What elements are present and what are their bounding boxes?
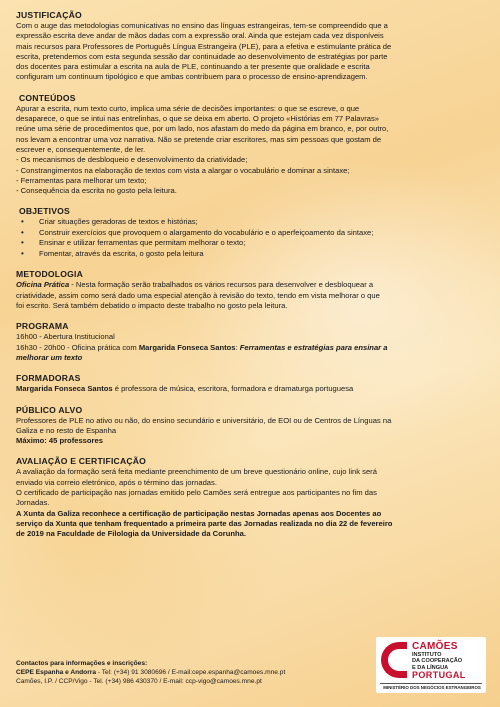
publico-line: Galiza e no resto de Espanha — [16, 425, 117, 435]
bullet: • — [21, 217, 24, 227]
bullet: • — [21, 248, 24, 258]
logo-divider — [380, 683, 482, 684]
justificacao-line: expressão escrita deve andar de mãos dadas com a expressão oral. Ainda que estejam cada vez disponíveis — [16, 31, 384, 41]
vigo-contact[interactable]: Camões, I.P. / CCP/Vigo - Tel. (+34) 986 430370 / E-mail: ccp-vigo@camoes.mne.pt — [16, 678, 262, 685]
conteudos-line: nos levam a encontrar uma voz narrativa. Não se pretende criar escritores, mas sim pessoas que gostam de — [16, 134, 382, 144]
section-programa: PROGRAMA 16h00 - Abertura Institucional 16h30 - 20h00 - Oficina prática com Margarida Fonseca Santos: Ferramentas e estratégias para ensinar a melhorar um texto — [16, 320, 486, 363]
conteudos-item: - Ferramentas para melhorar um texto; — [16, 175, 147, 185]
logo-ministry: MINISTÉRIO DOS NEGÓCIOS ESTRANGEIROS — [383, 685, 481, 690]
cepe-label: CEPE Espanha e Andorra — [16, 669, 97, 676]
section-avaliacao — [16, 455, 486, 539]
heading-programa: PROGRAMA — [16, 321, 69, 332]
conteudos-item: - Consequência da escrita no gosto pela leitura. — [16, 186, 177, 196]
justificacao-line: Com o auge das metodologias comunicativas no ensino das línguas estrangeiras, tem-se compreendido que a — [16, 21, 388, 30]
bullet: • — [21, 238, 24, 248]
camoes-c-mark-icon — [381, 642, 407, 678]
heading-conteudos: CONTEÚDOS — [19, 92, 76, 103]
objetivos-list — [16, 217, 486, 259]
heading-publico-alvo: PÚBLICO ALVO — [16, 404, 83, 415]
contacts-heading: Contactos para informações e inscrições: — [16, 660, 148, 667]
conteudos-line: desaparece, o que se intui nas entrelinhas, o que se deixa em aberto. O projeto «Histórias em 77 Palavras» — [16, 114, 380, 124]
avaliacao-line: O certificado de participação nas jornadas emitido pelo Camões será entregue aos participantes no fim das — [16, 488, 377, 498]
xunta-note: serviço da Xunta que tenham frequentado a primeira parte das Jornadas realizada no dia 22 de fevereiro — [16, 518, 393, 528]
justificacao-line: escrita, pretendemos com esta segunda sessão dar continuidade ao desenvolvimento de estratégias por parte — [16, 51, 388, 61]
trainer-name: Margarida Fonseca Santos — [16, 384, 113, 394]
heading-objetivos: OBJETIVOS — [19, 206, 70, 217]
xunta-note: A Xunta da Galiza reconhece a certificação de participação nestas Jornadas apenas aos Docentes ao — [16, 508, 382, 518]
list-item: • Ensinar e utilizar ferramentas que permitam melhorar o texto; — [21, 238, 246, 248]
xunta-note: de 2019 na Faculdade de Filologia da Universidade da Corunha. — [16, 529, 246, 539]
logo-subtitle: INSTITUTO DA COOPERAÇÃO — [412, 652, 463, 665]
cepe-contact[interactable]: - Tel: (+34) 91 3080696 / E-mail:cepe.espanha@camoes.mne.pt — [96, 669, 286, 676]
bullet: • — [21, 227, 24, 237]
list-item: • Fomentar, através da escrita, o gosto pela leitura — [21, 248, 204, 258]
trainer-name: Margarida Fonseca Santos — [138, 342, 236, 352]
justificacao-line: configuram um continuum tipológico e que ambas contribuem para o processo de ensino-aprendizagem. — [16, 72, 368, 82]
workshop-title: melhorar um texto — [16, 352, 83, 362]
avaliacao-line: Jornadas. — [16, 498, 50, 508]
contacts-footer — [16, 659, 356, 686]
section-conteudos — [16, 92, 486, 197]
camoes-logo — [376, 637, 486, 693]
conteudos-item: - Os mecanismos de desbloqueio e desenvolvimento da criatividade; — [16, 155, 248, 165]
conteudos-line: reúne uma série de procedimentos que, por um lado, nos afastam do medo da página em branco, e, por outro, — [16, 124, 389, 134]
list-item: • Construir exercícios que provoquem o alargamento do vocabulário e o aperfeiçoamento da sintaxe; — [21, 227, 374, 237]
list-item: • Criar situações geradoras de textos e histórias; — [21, 217, 198, 227]
section-formadoras: FORMADORAS Margarida Fonseca Santos é professora de música, escritora, formadora e dramaturga portuguesa — [16, 372, 486, 394]
oficina-label: Oficina Prática — [16, 280, 70, 290]
justificacao-line: dos docentes para estimular a escrita na aula de PLE, continuando a ter presente que oralidade e escrita — [16, 62, 370, 72]
conteudos-line: Apurar a escrita, num texto curto, implica uma série de decisões importantes: o que se escreve, o que — [16, 103, 360, 113]
conteudos-item: - Constrangimentos na elaboração de textos com vista a alargar o vocabulário e dominar a sintaxe; — [16, 165, 350, 175]
section-objetivos — [16, 205, 486, 259]
workshop-title: Ferramentas e estratégias para ensinar a — [239, 342, 388, 352]
heading-metodologia: METODOLOGIA — [16, 269, 83, 280]
publico-line: Professores de PLE no ativo ou não, do ensino secundário e universitário, de EOI ou de Centros de Línguas na — [16, 415, 392, 425]
metodologia-line: criatividade, assim como será dado uma especial atenção à revisão do texto, tendo em vista melhorar o que — [16, 290, 380, 300]
avaliacao-line: A avaliação da formação será feita mediante preenchimento de um breve questionário online, cujo link será — [16, 467, 377, 477]
heading-justificacao: JUSTIFICAÇÃO — [16, 10, 82, 20]
conteudos-line: escrever e, consequentemente, de ler. — [16, 144, 146, 154]
logo-country: PORTUGAL — [412, 670, 466, 680]
section-metodologia: METODOLOGIA Oficina Prática - Nesta formação serão trabalhados os vários recursos para desenvolver e desbloquear a criatividade, assim como será dado uma especial atenção à revisão do texto, tendo em vista melhorar o que foi escrito. Será também debatido o impacto deste trabalho no gosto pela leitura. — [16, 268, 486, 311]
section-justificacao — [16, 9, 486, 83]
justificacao-line: mais recursos para Professores de Português Língua Estrangeira (PLE), para a efetiva e estimulante prática de — [16, 41, 392, 51]
section-publico-alvo — [16, 404, 486, 447]
logo-brand: CAMÕES — [412, 641, 458, 652]
heading-avaliacao: AVALIAÇÃO E CERTIFICAÇÃO — [16, 456, 147, 467]
avaliacao-line: enviado via correio eletrónico, após o término das jornadas. — [16, 477, 217, 487]
logo-subtitle: E DA LÍNGUA — [412, 664, 449, 671]
max-participants: Máximo: 45 professores — [16, 436, 103, 446]
heading-formadoras: FORMADORAS — [16, 373, 81, 384]
metodologia-line: foi escrito. Será também debatido o impacto deste trabalho no gosto pela leitura. — [16, 301, 288, 311]
document-body — [16, 9, 486, 546]
programa-line: 16h00 - Abertura Institucional — [16, 332, 115, 342]
